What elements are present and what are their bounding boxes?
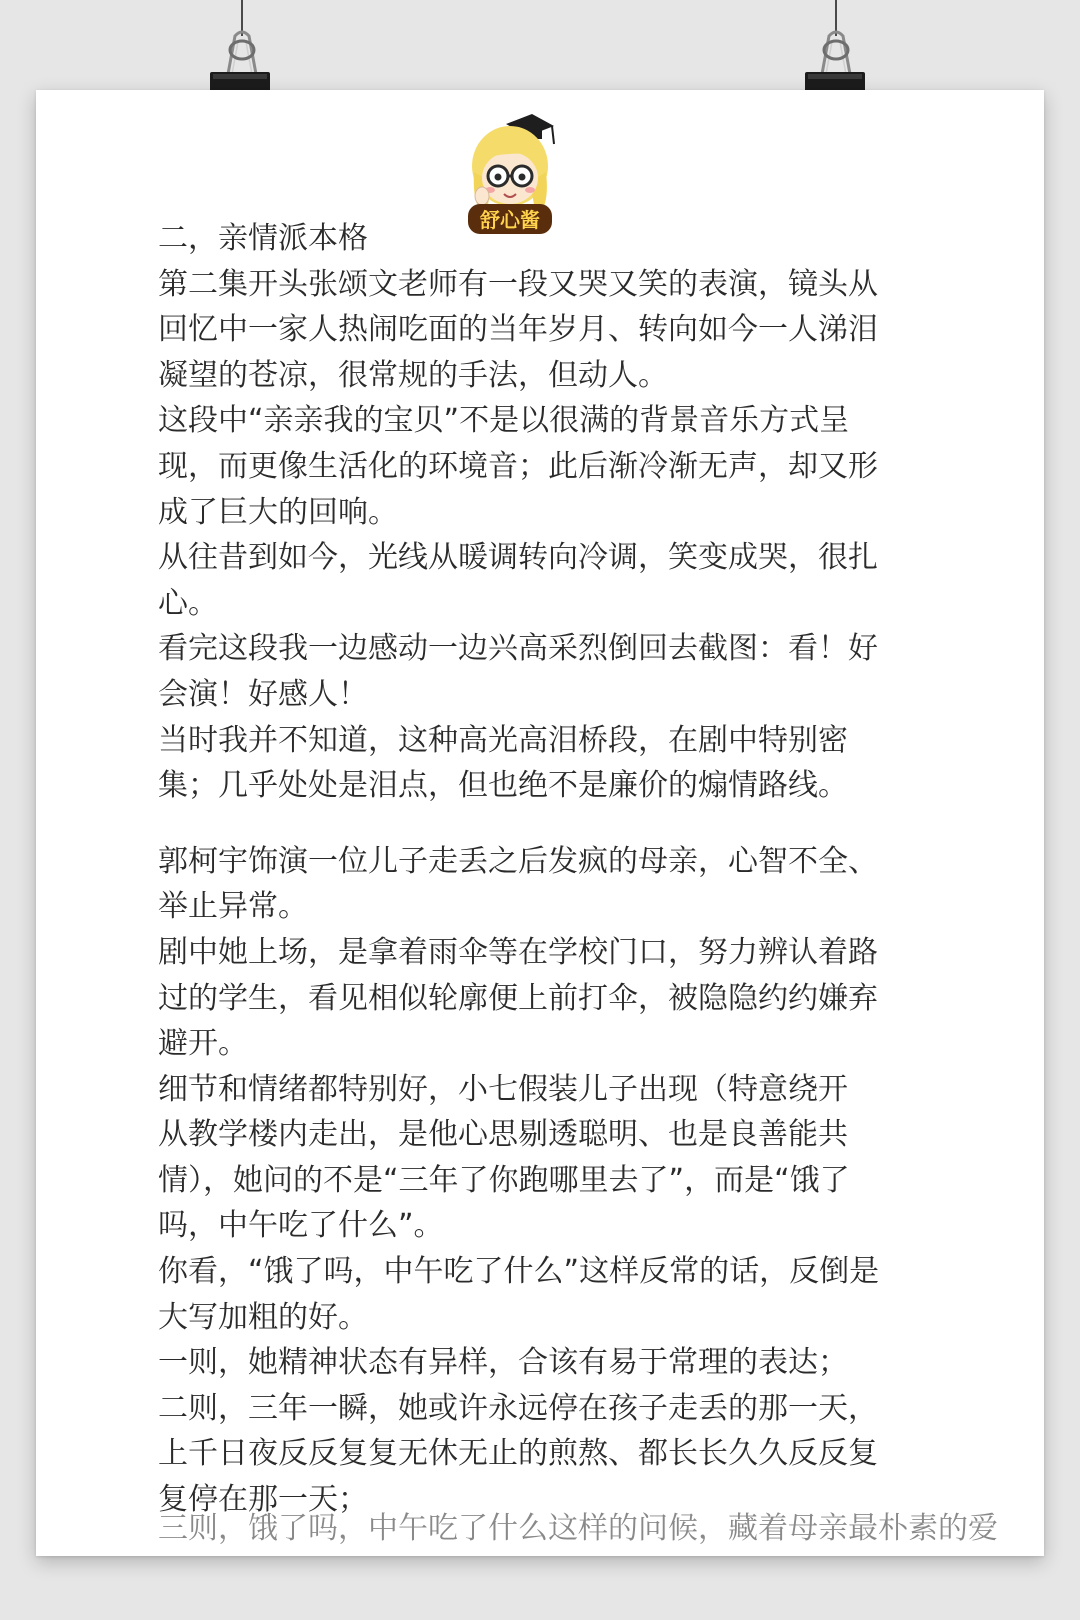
mascot-label: 舒心酱 — [480, 208, 540, 232]
text-line: 从教学楼内走出，是他心思剔透聪明、也是良善能共 — [158, 1117, 848, 1153]
text-line: 避开。 — [158, 1026, 248, 1062]
text-line: 郭柯宇饰演一位儿子走丢之后发疯的母亲，心智不全、 — [158, 843, 878, 879]
text-line: 细节和情绪都特别好，小七假装儿子出现（特意绕开 — [158, 1071, 848, 1107]
article-body — [158, 216, 898, 1544]
text-line: 大写加粗的好。 — [158, 1299, 368, 1335]
blank-line — [158, 809, 898, 839]
text-line: 看完这段我一边感动一边兴高采烈倒回去截图：看！好 — [158, 631, 878, 667]
text-line: 会演！好感人！ — [158, 676, 368, 712]
text-line: 第二集开头张颂文老师有一段又哭又笑的表演，镜头从 — [158, 266, 878, 302]
text-line: 你看，“饿了吗，中午吃了什么”这样反常的话，反倒是 — [158, 1254, 880, 1290]
text-line: 心。 — [158, 585, 218, 621]
text-line: 回忆中一家人热闹吃面的当年岁月、转向如今一人涕泪 — [158, 312, 878, 348]
text-line: 举止异常。 — [158, 889, 308, 925]
text-line: 成了巨大的回响。 — [158, 494, 398, 530]
text-line: 上千日夜反反复复无休无止的煎熬、都长长久久反反复 — [158, 1436, 878, 1472]
text-line: 集；几乎处处是泪点，但也绝不是廉价的煽情路线。 — [158, 768, 848, 804]
text-line: 二则，三年一瞬，她或许永远停在孩子走丢的那一天， — [158, 1390, 878, 1426]
cut-off-text: 三则，饿了吗，中午吃了什么这样的问候，藏着母亲最朴素的爱 — [158, 1511, 998, 1546]
text-line: 现，而更像生活化的环境音；此后渐冷渐无声，却又形 — [158, 448, 878, 484]
text-line: 一则，她精神状态有异样，合该有易于常理的表达； — [158, 1345, 848, 1381]
text-line: 从往昔到如今，光线从暖调转向冷调，笑变成哭，很扎 — [158, 540, 878, 576]
text-line: 复停在那一天； — [158, 1482, 368, 1518]
text-line: 当时我并不知道，这种高光高泪桥段，在剧中特别密 — [158, 722, 848, 758]
text-line: 过的学生，看见相似轮廓便上前打伞，被隐隐约约嫌弃 — [158, 980, 878, 1016]
text-line: 这段中“亲亲我的宝贝”不是以很满的背景音乐方式呈 — [158, 403, 850, 439]
section-heading: 二，亲情派本格 — [158, 221, 368, 256]
cut-off-text-line — [158, 1511, 998, 1550]
text-line: 情），她问的不是“三年了你跑哪里去了”，而是“饿了 — [158, 1162, 850, 1198]
text-line: 凝望的苍凉，很常规的手法，但动人。 — [158, 357, 668, 393]
text-line: 剧中她上场，是拿着雨伞等在学校门口，努力辨认着路 — [158, 934, 878, 970]
text-line: 吗，中午吃了什么”。 — [158, 1208, 444, 1244]
